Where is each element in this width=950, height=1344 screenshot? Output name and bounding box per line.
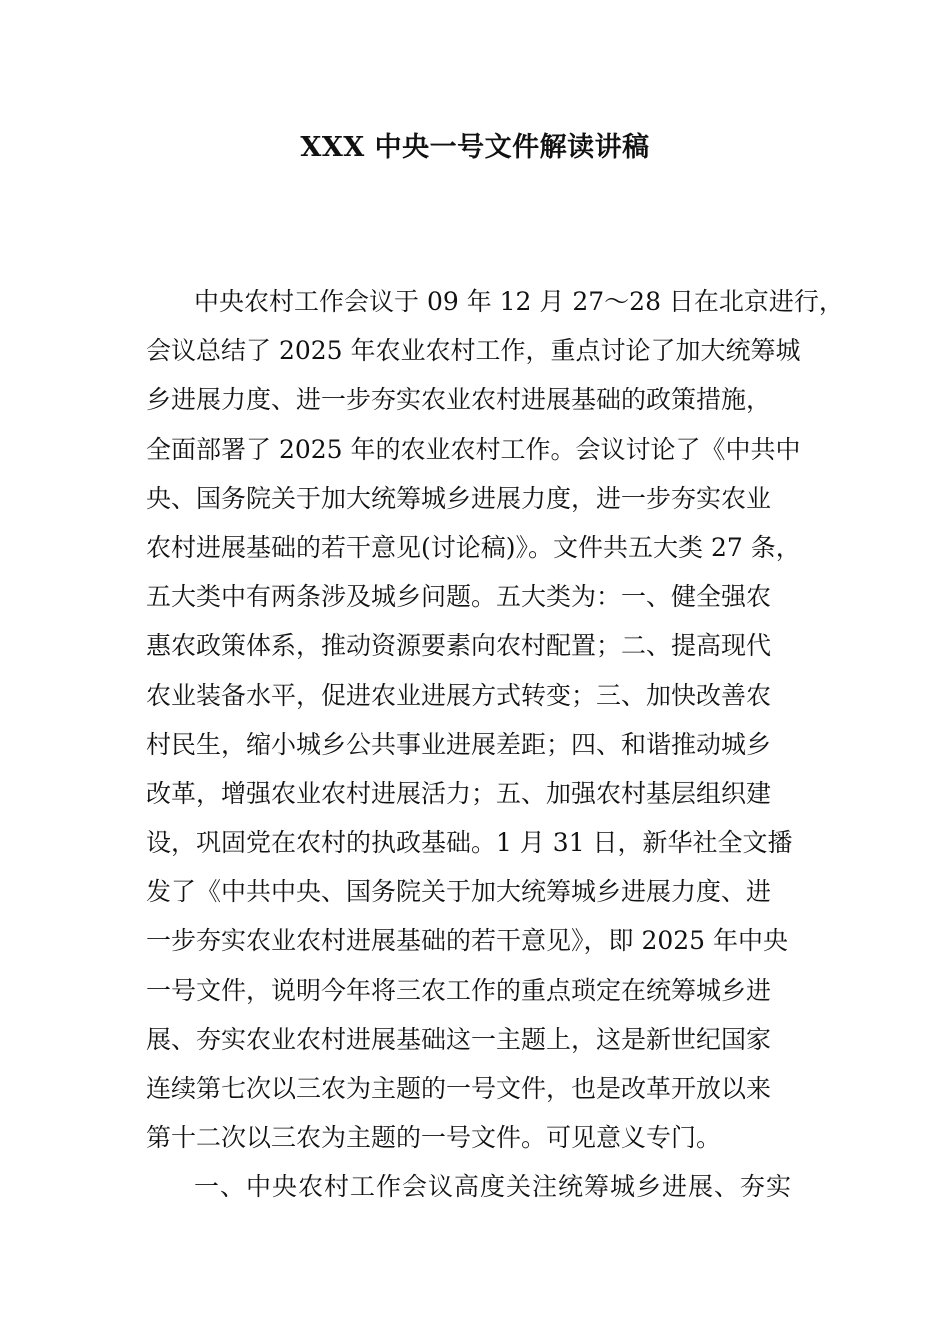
- paragraph-line: 展、夯实农业农村进展基础这一主题上，这是新世纪国家: [146, 1024, 772, 1054]
- section-heading: 一、中央农村工作会议高度关注统筹城乡进展、夯实: [194, 1172, 793, 1202]
- paragraph-line: 惠农政策体系，推动资源要素向农村配置；二、提高现代: [146, 631, 772, 661]
- paragraph-line: 改革，增强农业农村进展活力；五、加强农村基层组织建: [146, 778, 772, 808]
- paragraph-line: 发了《中共中央、国务院关于加大统筹城乡进展力度、进: [146, 877, 772, 907]
- paragraph-line: 一步夯实农业农村进展基础的若干意见》，即 2025 年中央: [146, 926, 789, 956]
- paragraph-line: 农村进展基础的若干意见(讨论稿)》。文件共五大类 27 条，: [146, 532, 801, 562]
- paragraph-line: 设，巩固党在农村的执政基础。1 月 31 日，新华社全文播: [146, 828, 793, 858]
- paragraph-line: 村民生，缩小城乡公共事业进展差距；四、和谐推动城乡: [146, 729, 772, 759]
- paragraph-line: 五大类中有两条涉及城乡问题。五大类为：一、健全强农: [146, 582, 772, 612]
- paragraph-line: 连续第七次以三农为主题的一号文件，也是改革开放以来: [146, 1074, 772, 1103]
- document-body: [146, 277, 844, 1212]
- document-title: XXX 中央一号文件解读讲稿: [300, 132, 650, 163]
- paragraph-line: 农业装备水平，促进农业进展方式转变；三、加快改善农: [146, 680, 772, 710]
- paragraph-line: 一号文件，说明今年将三农工作的重点琐定在统筹城乡进: [146, 975, 772, 1005]
- paragraph-line: 会议总结了 2025 年农业农村工作，重点讨论了加大统筹城: [146, 336, 801, 366]
- paragraph-line: 央、国务院关于加大统筹城乡进展力度，进一步夯实农业: [146, 483, 772, 513]
- paragraph-line: 第十二次以三农为主题的一号文件。可见意义专门。: [146, 1123, 722, 1153]
- paragraph-line: 乡进展力度、进一步夯实农业农村进展基础的政策措施，: [146, 385, 772, 415]
- paragraph-line: 中央农村工作会议于 09 年 12 月 27～28 日在北京进行，: [194, 287, 844, 316]
- paragraph-line: 全面部署了 2025 年的农业农村工作。会议讨论了《中共中: [146, 434, 801, 464]
